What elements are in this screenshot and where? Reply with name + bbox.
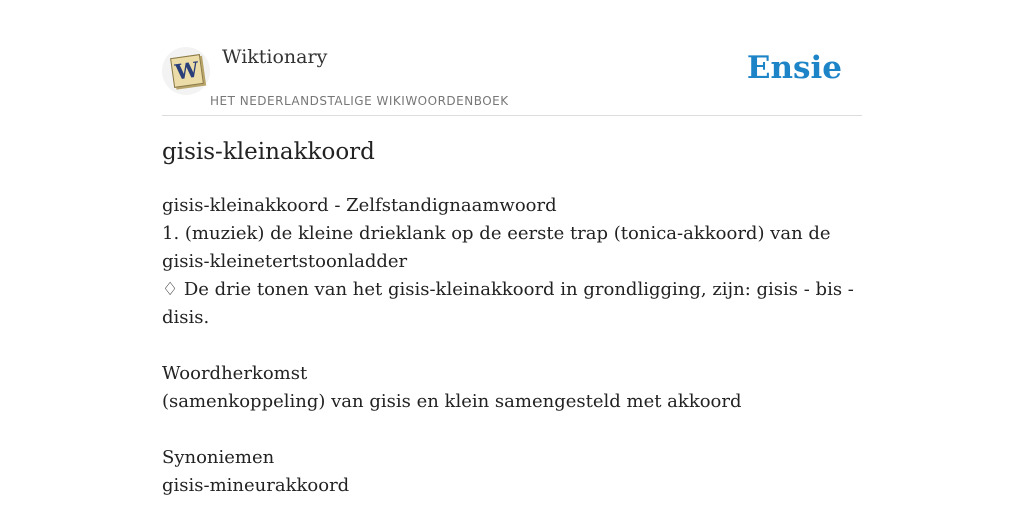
wiktionary-logo[interactable] (162, 47, 210, 95)
etymology-heading: Woordherkomst (162, 363, 308, 384)
entry-content (162, 192, 862, 500)
synonyms-text: gisis-mineurakkoord (162, 475, 350, 496)
section-spacer (162, 332, 862, 360)
etymology-text: (samenkoppeling) van gisis en klein samengesteld met akkoord (162, 391, 742, 412)
site-tagline: HET NEDERLANDSTALIGE WIKIWOORDENBOEK (210, 94, 509, 108)
site-header (162, 44, 862, 116)
entry-example: ♢ De drie tonen van het gisis-kleinakkoord in grondligging, zijn: gisis - bis - disis. (162, 279, 854, 328)
wiktionary-logo-icon: W (170, 54, 204, 88)
page-title: gisis-kleinakkoord (162, 139, 375, 165)
site-name[interactable]: Wiktionary (222, 46, 328, 68)
section-spacer (162, 416, 862, 444)
synonyms-heading: Synoniemen (162, 447, 275, 468)
ensie-brand-logo[interactable]: Ensie (746, 50, 842, 86)
entry-definition: 1. (muziek) de kleine drieklank op de eerste trap (tonica-akkoord) van de gisis-kleinetertstoonladder (162, 223, 831, 272)
entry-heading-line: gisis-kleinakkoord - Zelfstandignaamwoord (162, 195, 557, 216)
